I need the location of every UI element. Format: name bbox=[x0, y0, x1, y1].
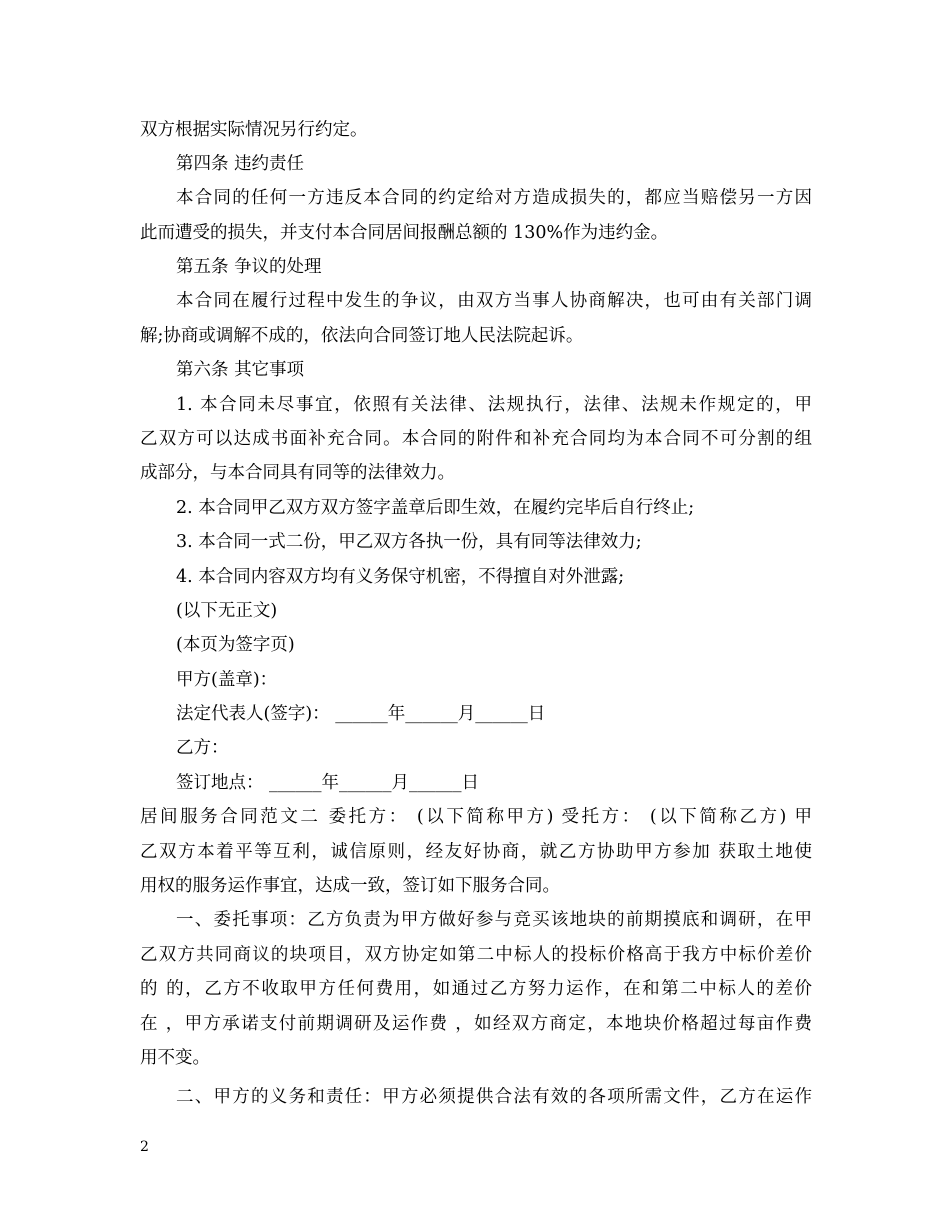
paragraph-line: 的 的，乙方不收取甲方任何费用，如通过乙方努力运作，在和第二中标人的差价 bbox=[140, 979, 812, 999]
paragraph-line: 解;协商或调解不成的，依法向合同签订地人民法院起诉。 bbox=[140, 326, 584, 346]
page-number: 2 bbox=[140, 1139, 149, 1155]
section-heading: 第四条 违约责任 bbox=[176, 154, 305, 174]
paragraph-line: 乙双方共同商议的块项目，双方协定如第二中标人的投标价格高于我方中标价差价 bbox=[140, 945, 812, 965]
paragraph-line: 用权的服务运作事宜，达成一致，签订如下服务合同。 bbox=[140, 876, 560, 896]
signature-party-a: 甲方(盖章)： bbox=[176, 670, 278, 690]
list-item: 3. 本合同一式二份，甲乙双方各执一份，具有同等法律效力; bbox=[176, 532, 642, 552]
paragraph-line: 本合同在履行过程中发生的争议，由双方当事人协商解决，也可由有关部门调 bbox=[176, 291, 812, 311]
paragraph-line: 成部分，与本合同具有同等的法律效力。 bbox=[140, 463, 455, 483]
note-line: (以下无正文) bbox=[176, 601, 278, 621]
signature-representative: 法定代表人(签字)： ______年______月______日 bbox=[176, 704, 546, 724]
signature-party-b: 乙方： bbox=[176, 738, 229, 758]
section-heading: 第六条 其它事项 bbox=[176, 360, 305, 380]
paragraph-line: 此而遭受的损失，并支付本合同居间报酬总额的 130%作为违约金。 bbox=[140, 223, 669, 243]
note-line: (本页为签字页) bbox=[176, 635, 295, 655]
paragraph-line: 二、甲方的义务和责任：甲方必须提供合法有效的各项所需文件，乙方在运作 bbox=[176, 1087, 812, 1107]
paragraph-line: 乙双方可以达成书面补充合同。本合同的附件和补充合同均为本合同不可分割的组 bbox=[140, 429, 812, 449]
paragraph-line: 居间服务合同范文二 委托方： (以下简称甲方) 受托方： (以下简称乙方) 甲 bbox=[140, 807, 812, 827]
paragraph-line: 本合同的任何一方违反本合同的约定给对方造成损失的，都应当赔偿另一方因 bbox=[176, 188, 812, 208]
list-item: 4. 本合同内容双方均有义务保守机密，不得擅自对外泄露; bbox=[176, 567, 625, 587]
paragraph-line: 乙双方本着平等互利，诚信原则，经友好协商，就乙方协助甲方参加 获取土地使 bbox=[140, 842, 812, 862]
paragraph-line: 在 ，甲方承诺支付前期调研及运作费 ，如经双方商定，本地块价格超过每亩作费 bbox=[140, 1014, 812, 1034]
signature-location: 签订地点： ______年______月______日 bbox=[176, 773, 480, 793]
paragraph-line: 用不变。 bbox=[140, 1048, 210, 1068]
list-item: 1. 本合同未尽事宜，依照有关法律、法规执行，法律、法规未作规定的，甲 bbox=[176, 395, 812, 415]
section-heading: 第五条 争议的处理 bbox=[176, 257, 322, 277]
paragraph-line: 双方根据实际情况另行约定。 bbox=[140, 120, 368, 140]
list-item: 2. 本合同甲乙双方双方签字盖章后即生效，在履约完毕后自行终止; bbox=[176, 498, 695, 518]
paragraph-line: 一、委托事项：乙方负责为甲方做好参与竞买该地块的前期摸底和调研，在甲 bbox=[176, 910, 812, 930]
